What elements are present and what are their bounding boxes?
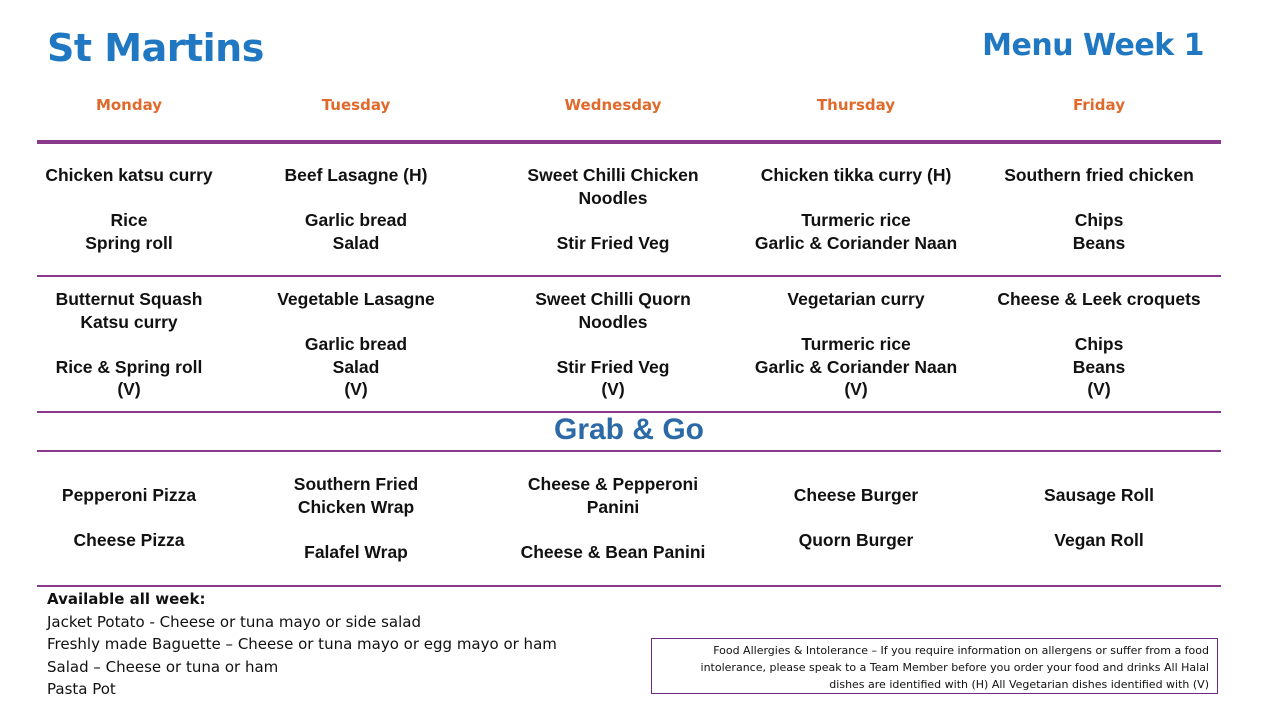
grab-and-go-cell-line: Pepperoni Pizza [61,485,197,505]
grab-and-go-cell [238,473,474,563]
vegetarian-meal-cell [495,288,731,401]
main-meal-cell-line: Spring roll [85,232,173,253]
main-meal-cell-line: Stir Fried Veg [556,232,670,253]
vegetarian-meal-cell-line: Garlic bread [304,334,408,354]
day-header-tuesday: Tuesday [321,96,391,114]
row-divider [37,275,1221,277]
main-meal-cell-line: Rice [110,210,148,230]
vegetarian-meal-cell-line: Stir Fried Veg [556,356,670,377]
vegetarian-meal-cell-line: Turmeric rice [801,334,911,354]
row-divider [37,450,1221,452]
menu-week-title: Menu Week 1 [982,28,1204,63]
vegetarian-meal-cell-line: Katsu curry [80,311,178,332]
main-meal-cell-line: Sweet Chilli Chicken [527,165,699,185]
allergy-notice-line: Food Allergies & Intolerance – If you require information on allergens or suffer from a food [713,644,1209,657]
vegetarian-meal-cell [738,288,974,401]
vegetarian-meal-cell [11,288,247,401]
grab-and-go-cell [495,473,731,563]
day-header-wednesday: Wednesday [564,96,662,114]
main-meal-cell-line: Chicken tikka curry (H) [760,165,952,185]
grab-and-go-cell-line: Panini [586,496,640,517]
main-meal-cell-line: Chips [1074,210,1124,230]
main-meal-cell-line: Garlic & Coriander Naan [754,232,958,253]
vegetarian-meal-cell-line: Chips [1074,334,1124,354]
main-meal-cell [738,164,974,254]
grab-and-go-cell-line [981,507,1217,530]
main-meal-cell-line: Beef Lasagne (H) [284,165,428,185]
vegetarian-meal-cell-line: Salad [332,356,380,377]
main-meal-cell-line: Chicken katsu curry [45,165,213,185]
grab-and-go-cell-line: Vegan Roll [1054,530,1144,550]
grab-and-go-cell-line: Cheese & Bean Panini [520,541,706,562]
main-meal-cell-line: Garlic bread [304,210,408,230]
row-divider [37,585,1221,587]
vegetarian-meal-cell-line: Sweet Chilli Quorn [535,289,691,309]
day-header-monday: Monday [95,96,163,114]
grab-and-go-cell [738,484,974,552]
vegetarian-meal-cell-line: Rice & Spring roll [55,356,203,377]
vegetarian-meal-cell-line [238,311,474,334]
vegetarian-meal-cell-line [11,333,247,356]
vegetarian-meal-cell-line [495,333,731,356]
day-header-thursday: Thursday [816,96,896,114]
grab-and-go-heading: Grab & Go [553,413,704,446]
grab-and-go-cell [11,484,247,552]
grab-and-go-cell-line: Sausage Roll [1044,485,1154,505]
grab-and-go-cell [981,484,1217,552]
main-meal-cell-line: Southern fried chicken [1004,165,1194,185]
available-item: Freshly made Baguette – Cheese or tuna mayo or egg mayo or ham [47,635,557,653]
main-meal-cell-line: Turmeric rice [801,210,911,230]
vegetarian-meal-cell-line: (V) [117,379,141,399]
available-item: Jacket Potato - Cheese or tuna mayo or side salad [47,612,422,631]
school-title: St Martins [47,26,264,70]
grab-and-go-cell-line: Falafel Wrap [304,541,408,562]
vegetarian-meal-cell-line: Cheese & Leek croquets [997,289,1201,309]
vegetarian-meal-cell-line: (V) [344,379,368,399]
main-meal-cell [495,164,731,254]
main-meal-cell-line [495,209,731,232]
main-meal-cell-line [11,187,247,210]
main-meal-cell-line [238,187,474,210]
allergy-notice-line: dishes are identified with (H) All Vegetarian dishes identified with (V) [829,678,1209,691]
vegetarian-meal-cell-line: (V) [601,379,625,399]
allergy-notice-line: intolerance, please speak to a Team Member before you order your food and drinks All Halal [700,661,1209,674]
vegetarian-meal-cell-line [738,311,974,334]
main-meal-cell [11,164,247,254]
main-meal-cell-line: Noodles [578,187,648,208]
allergy-notice [651,638,1218,694]
grab-and-go-cell-line [238,518,474,541]
grab-and-go-cell-line: Chicken Wrap [297,496,415,517]
grab-and-go-cell-line [11,507,247,530]
main-meal-cell-line [738,187,974,210]
vegetarian-meal-cell-line: Vegetarian curry [787,289,925,309]
vegetarian-meal-cell [981,288,1217,401]
vegetarian-meal-cell [238,288,474,401]
main-meal-cell [981,164,1217,254]
vegetarian-meal-cell-line: Noodles [578,311,648,332]
available-item: Salad – Cheese or tuna or ham [47,657,279,676]
vegetarian-meal-cell-line: Butternut Squash [55,289,203,309]
main-meal-cell-line: Salad [332,232,380,253]
vegetarian-meal-cell-line: Beans [1072,356,1126,377]
available-all-week [47,588,557,701]
vegetarian-meal-cell-line: (V) [844,379,868,399]
day-header-friday: Friday [1072,96,1125,114]
vegetarian-meal-cell-line: Vegetable Lasagne [277,289,435,309]
vegetarian-meal-cell-line [981,311,1217,334]
main-meal-cell [238,164,474,254]
header-divider [37,140,1221,144]
available-heading: Available all week: [47,590,206,608]
main-meal-cell-line: Beans [1072,232,1126,253]
grab-and-go-cell-line: Southern Fried [293,474,419,494]
grab-and-go-cell-line [738,507,974,530]
grab-and-go-cell-line: Cheese Burger [793,485,919,505]
grab-and-go-cell-line: Cheese Pizza [73,530,185,550]
vegetarian-meal-cell-line: (V) [1087,379,1111,399]
grab-and-go-cell-line: Quorn Burger [798,530,914,550]
vegetarian-meal-cell-line: Garlic & Coriander Naan [754,356,958,377]
grab-and-go-cell-line: Cheese & Pepperoni [527,474,699,494]
available-item: Pasta Pot [47,680,116,698]
main-meal-cell-line [981,187,1217,210]
grab-and-go-cell-line [495,518,731,541]
